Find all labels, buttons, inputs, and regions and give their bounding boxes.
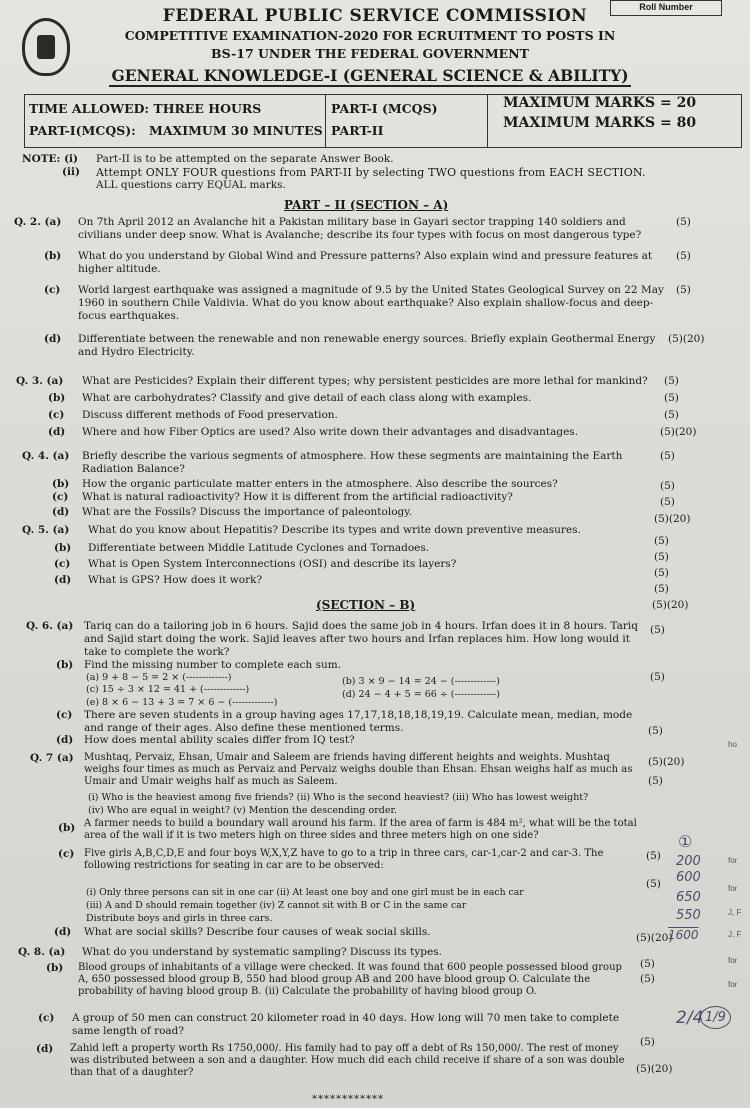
q5-total-marks: (5)(20) (652, 599, 689, 611)
q7-d: What are social skills? Describe four causes of weak social skills. (84, 926, 431, 938)
q8-d-marks: (5)(20) (636, 1063, 673, 1075)
q6-c: There are seven students in a group having ages 17,17,18,18,18,19,19. Calculate mean, median, mode and range of their ages. Also define these mentioned terms. (84, 709, 633, 734)
note-i: Part-II is to be attempted on the separate Answer Book. (96, 153, 394, 165)
q6-a-marks: (5) (650, 624, 665, 636)
q6-b-opt-d: (d) 24 − 4 + 5 = 66 ÷ (-------------) (342, 689, 500, 700)
q7-b-label: (b) (58, 822, 76, 834)
q5-a: What do you know about Hepatitis? Describe its types and write down preventive measures. (88, 524, 581, 536)
fpsc-logo (22, 18, 70, 76)
q4-c-marks: (5) (660, 496, 675, 508)
q6-d-marks: (5)(20) (648, 756, 685, 768)
q3-d-marks: (5)(20) (660, 426, 697, 438)
q4-a-marks: (5) (660, 450, 675, 462)
note-label: NOTE: (i) (22, 153, 79, 165)
q3-a: What are Pesticides? Explain their different types; why persistent pesticides are more lethal for mankind? (82, 375, 648, 387)
q6-b: Find the missing number to complete each sum. (84, 659, 342, 671)
section-a-heading: PART – II (SECTION – A) (284, 198, 449, 212)
q5-a-marks: (5) (654, 535, 669, 547)
q8-c-label: (c) (38, 1012, 55, 1024)
q5-c-label: (c) (54, 558, 71, 570)
time-allowed: TIME ALLOWED: THREE HOURS (29, 101, 262, 116)
q8-d: Zahid left a property worth Rs 1750,000/. His family had to pay off a debt of Rs 150,000/. The rest of money was distributed between a son and a daughter. How much did each child receive if share of a son was double than that of a daughter? (70, 1043, 625, 1078)
q7-b: A farmer needs to build a boundary wall around his farm. If the area of farm is 484 m², what will be the total area of the wall if it is two meters high on three sides and three meters high on one side? (84, 818, 637, 841)
q7-c-marks: (5) (646, 878, 661, 890)
q4-d-marks: (5)(20) (654, 513, 691, 525)
q4-d: What are the Fossils? Discuss the importance of paleontology. (82, 506, 413, 518)
handwritten-circle-1: ① (678, 832, 693, 851)
q7-c-rule2: (iii) A and D should remain together (iv) Z cannot sit with B or C in the same car (86, 900, 467, 911)
q2-d-label: (d) (44, 333, 62, 345)
q6-b-opt-a: (a) 9 + 8 − 5 = 2 × (-------------) (86, 672, 232, 683)
q7-d-marks: (5)(20) (636, 932, 673, 944)
q3-d-label: (d) (48, 426, 66, 438)
q5-label: Q. 5. (a) (22, 524, 70, 536)
q8-a-marks: (5) (640, 958, 655, 970)
footer-stars: ************ (312, 1094, 384, 1105)
q7-b-marks: (5) (646, 850, 661, 862)
q3-b: What are carbohydrates? Classify and give detail of each class along with examples. (82, 392, 532, 404)
q5-d: What is GPS? How does it work? (88, 574, 263, 586)
q7-d-label: (d) (54, 926, 72, 938)
q2-b-label: (b) (44, 250, 62, 262)
commission-title: FEDERAL PUBLIC SERVICE COMMISSION (162, 6, 588, 26)
q2-b-marks: (5) (676, 250, 691, 262)
q6-b-opt-b: (b) 3 × 9 − 14 = 24 − (-------------) (342, 676, 500, 687)
q2-d: Differentiate between the renewable and non renewable energy sources. Briefly explain Geothermal Energy and Hydro Electricity. (78, 333, 656, 358)
q8-a: What do you understand by systematic sampling? Discuss its types. (82, 946, 442, 958)
handwritten-650: 650 (676, 890, 701, 905)
exam-title: COMPETITIVE EXAMINATION-2020 FOR ECRUITMENT TO POSTS IN (124, 28, 616, 43)
handwritten-fraction: 2/4 (676, 1008, 704, 1028)
q4-d-label: (d) (52, 506, 70, 518)
q4-b: How the organic particulate matter enters in the atmosphere. Also describe the sources? (82, 478, 558, 490)
q6-b-marks: (5) (650, 671, 665, 683)
edge-text-6: for (728, 956, 738, 965)
edge-text-7: for (728, 980, 738, 989)
q6-c-marks: (5) (648, 725, 663, 737)
edge-text-1: ho (728, 740, 737, 749)
q7-c-rule1: (i) Only three persons can sit in one car (ii) At least one boy and one girl must be in each car (86, 887, 524, 898)
q7-c-rule3: Distribute boys and girls in three cars. (86, 913, 273, 924)
q8-c-marks: (5) (640, 1036, 655, 1048)
part2-label: PART-II (331, 123, 384, 138)
q8-b: Blood groups of inhabitants of a village were checked. It was found that 600 people possessed blood group A, 650 possessed blood group B, 550 had blood group AB and 200 have blood group O. Calculate the probability of having blood group B. (ii) Calculate the probability of having blood group O. (78, 962, 622, 997)
q6-label: Q. 6. (a) (26, 620, 74, 632)
part1-label: PART-I (MCQS) (331, 101, 438, 116)
q3-a-marks: (5) (664, 375, 679, 387)
edge-text-2: for (728, 856, 738, 865)
q7-c-label: (c) (58, 848, 75, 860)
edge-text-5: J, F (728, 930, 742, 939)
q4-b-label: (b) (52, 478, 70, 490)
edge-text-4: J, F (728, 908, 742, 917)
q5-b-marks: (5) (654, 551, 669, 563)
max-marks-80: MAXIMUM MARKS = 80 (503, 115, 697, 131)
meta-box (24, 94, 742, 148)
q2-b: What do you understand by Global Wind and Pressure patterns? Also explain wind and pressure features at higher altitude. (78, 250, 653, 275)
q2-label: Q. 2. (a) (14, 216, 62, 228)
part1-duration: MAXIMUM 30 MINUTES (149, 123, 323, 138)
q8-c: A group of 50 men can construct 20 kilometer road in 40 days. How long will 70 men take to complete same length of road? (72, 1012, 620, 1037)
q7-label: Q. 7 (a) (30, 752, 74, 764)
note-ii: Attempt ONLY FOUR questions from PART-II by selecting TWO questions from EACH SECTION. (96, 166, 646, 179)
q6-d: How does mental ability scales differ from IQ test? (84, 734, 355, 746)
q2-c-marks: (5) (676, 284, 691, 296)
q5-c-marks: (5) (654, 567, 669, 579)
exam-subtitle: BS-17 UNDER THE FEDERAL GOVERNMENT (211, 46, 529, 61)
q2-c: World largest earthquake was assigned a magnitude of 9.5 by the United States Geological Survey on 22 May 1960 in southern Chile Valdivia. What do you know about earthquake? Also explain shallow-focus and deep-focus earthquakes. (78, 284, 664, 322)
q5-b-label: (b) (54, 542, 72, 554)
q3-b-label: (b) (48, 392, 66, 404)
q4-c: What is natural radioactivity? How it is different from the artificial radioactivity? (82, 491, 513, 503)
handwritten-1600: 1600 (668, 928, 699, 942)
paper-title: GENERAL KNOWLEDGE-I (GENERAL SCIENCE & ABILITY) (111, 66, 629, 85)
q2-c-label: (c) (44, 284, 61, 296)
q3-b-marks: (5) (664, 392, 679, 404)
q8-label: Q. 8. (a) (18, 946, 66, 958)
q8-d-label: (d) (36, 1043, 54, 1055)
q6-b-label: (b) (56, 659, 74, 671)
q4-a: Briefly describe the various segments of atmosphere. How these segments are maintaining the Earth Radiation Balance? (82, 450, 623, 475)
q5-b: Differentiate between Middle Latitude Cyclones and Tornadoes. (88, 542, 430, 554)
q3-label: Q. 3. (a) (16, 375, 64, 387)
q4-b-marks: (5) (660, 480, 675, 492)
handwritten-200: 200 (676, 854, 701, 869)
q8-b-marks: (5) (640, 973, 655, 985)
handwritten-600: 600 (676, 870, 701, 885)
q4-label: Q. 4. (a) (22, 450, 70, 462)
q7-a-sub2: (iv) Who are equal in weight? (v) Mention the descending order. (88, 805, 397, 816)
q4-c-label: (c) (52, 491, 69, 503)
q6-a: Tariq can do a tailoring job in 6 hours. Sajid does the same job in 4 hours. Irfan does it in 8 hours. Tariq and Sajid start doing the work. Sajid leaves after two hours and Irfan replaces him. How long would it take to complete the work? (84, 620, 638, 658)
note-iii: ALL questions carry EQUAL marks. (96, 179, 286, 191)
q6-c-label: (c) (56, 709, 73, 721)
q8-b-label: (b) (46, 962, 64, 974)
section-b-heading: (SECTION – B) (316, 598, 416, 612)
handwritten-circled-fraction: 1/9 (700, 1006, 731, 1029)
q3-c-label: (c) (48, 409, 65, 421)
q2-d-marks: (5)(20) (668, 333, 705, 345)
q7-a-marks: (5) (648, 775, 663, 787)
note-ii-label: (ii) (62, 166, 80, 178)
roll-number-box: Roll Number (610, 0, 722, 16)
q5-d-label: (d) (54, 574, 72, 586)
q3-d: Where and how Fiber Optics are used? Also write down their advantages and disadvantages. (82, 426, 579, 438)
q2-a: On 7th April 2012 an Avalanche hit a Pakistan military base in Gayari sector trapping 140 soldiers and civilians under deep snow. What is Avalanche; describe its four types with focus on most dangerous type? (78, 216, 642, 241)
q6-b-opt-e: (e) 8 × 6 − 13 + 3 = 7 × 6 − (-------------) (86, 697, 278, 708)
edge-text-3: for (728, 884, 738, 893)
q7-a: Mushtaq, Pervaiz, Ehsan, Umair and Saleem are friends having different heights and weights. Mushtaq weighs four times as much as Pervaiz and Pervaiz weighs double than Ehsan. Ehsan weighs half as much as Umair and Umair weighs half as much as Saleem. (84, 752, 633, 787)
q3-c-marks: (5) (664, 409, 679, 421)
q2-a-marks: (5) (676, 216, 691, 228)
q6-d-label: (d) (56, 734, 74, 746)
q6-b-opt-c: (c) 15 ÷ 3 × 12 = 41 + (-------------) (86, 684, 250, 695)
part1-mcqs-label: PART-I(MCQS): (29, 123, 136, 138)
q5-d-marks: (5) (654, 583, 669, 595)
q3-c: Discuss different methods of Food preservation. (82, 409, 338, 421)
max-marks-20: MAXIMUM MARKS = 20 (503, 95, 697, 111)
q5-c: What is Open System Interconnections (OSI) and describe its layers? (88, 558, 457, 570)
q7-a-sub1: (i) Who is the heaviest among five friends? (ii) Who is the second heaviest? (iii) Who has lowest weight? (88, 792, 589, 803)
q7-c: Five girls A,B,C,D,E and four boys W,X,Y,Z have to go to a trip in three cars, car-1,car-2 and car-3. The following restrictions for seating in car are to be observed: (84, 848, 604, 871)
handwritten-550: 550 (676, 908, 701, 923)
